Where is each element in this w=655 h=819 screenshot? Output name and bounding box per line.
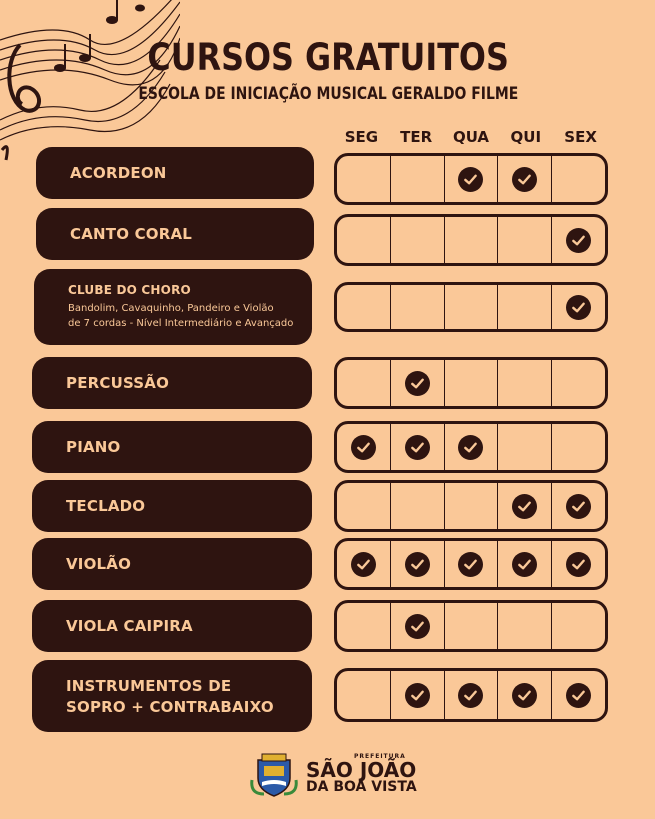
schedule-cell-seg	[337, 217, 390, 263]
schedule-cell-qui	[497, 541, 551, 587]
check-icon	[566, 494, 591, 519]
schedule-grid	[334, 480, 608, 532]
course-label	[32, 357, 312, 409]
day-qua: QUA	[452, 128, 490, 146]
schedule-grid	[334, 357, 608, 409]
schedule-cell-qui	[497, 217, 551, 263]
course-name: INSTRUMENTOS DE	[66, 676, 232, 695]
schedule-cell-qui	[497, 285, 551, 329]
check-icon	[566, 683, 591, 708]
schedule-cell-qua	[444, 156, 498, 202]
check-icon	[351, 552, 376, 577]
footer-logo	[250, 750, 417, 798]
check-icon	[566, 228, 591, 253]
course-label	[32, 660, 312, 732]
schedule-grid	[334, 421, 608, 473]
day-ter: TER	[400, 128, 433, 146]
schedule-cell-sex	[551, 541, 605, 587]
check-icon	[405, 552, 430, 577]
check-icon	[458, 552, 483, 577]
schedule-cell-seg	[337, 424, 390, 470]
course-name: ACORDEON	[70, 164, 167, 182]
schedule-cell-qui	[497, 156, 551, 202]
schedule-cell-ter	[390, 671, 444, 719]
check-icon	[405, 371, 430, 396]
schedule-cell-qua	[444, 285, 498, 329]
course-label	[32, 600, 312, 652]
schedule-cell-ter	[390, 285, 444, 329]
schedule-cell-seg	[337, 671, 390, 719]
schedule-cell-seg	[337, 156, 390, 202]
schedule-cell-seg	[337, 541, 390, 587]
schedule-cell-qua	[444, 483, 498, 529]
schedule-cell-seg	[337, 285, 390, 329]
schedule-cell-qui	[497, 671, 551, 719]
course-label	[36, 147, 314, 199]
check-icon	[566, 552, 591, 577]
schedule-cell-ter	[390, 541, 444, 587]
course-name: CLUBE DO CHORO	[68, 283, 191, 297]
page-title: CURSOS GRATUITOS	[147, 36, 509, 79]
course-label	[32, 421, 312, 473]
schedule-cell-ter	[390, 156, 444, 202]
check-icon	[512, 683, 537, 708]
course-name: VIOLÃO	[66, 555, 132, 573]
schedule-cell-sex	[551, 671, 605, 719]
check-icon	[458, 683, 483, 708]
schedule-grid	[334, 668, 608, 722]
footer-line2: DA BOA VISTA	[306, 779, 417, 795]
schedule-cell-qua	[444, 424, 498, 470]
check-icon	[566, 295, 591, 320]
course-name: CANTO CORAL	[70, 225, 193, 243]
course-description-line2: de 7 cordas - Nível Intermediário e Avançado	[68, 318, 294, 329]
course-name-line2: SOPRO + CONTRABAIXO	[66, 697, 274, 716]
day-seg: SEG	[344, 128, 379, 146]
schedule-cell-qui	[497, 424, 551, 470]
page-subtitle: ESCOLA DE INICIAÇÃO MUSICAL GERALDO FILME	[138, 84, 519, 104]
course-name: TECLADO	[66, 497, 146, 515]
schedule-cell-sex	[551, 156, 605, 202]
schedule-grid	[334, 153, 608, 205]
schedule-cell-qua	[444, 217, 498, 263]
schedule-cell-sex	[551, 217, 605, 263]
course-name: VIOLA CAIPIRA	[66, 617, 193, 635]
course-label	[34, 269, 312, 345]
course-description: Bandolim, Cavaquinho, Pandeiro e Violão	[68, 303, 274, 314]
schedule-cell-sex	[551, 483, 605, 529]
schedule-cell-seg	[337, 360, 390, 406]
check-icon	[512, 494, 537, 519]
day-qui: QUI	[510, 128, 542, 146]
day-sex: SEX	[564, 128, 597, 146]
schedule-cell-ter	[390, 603, 444, 649]
footer-prefix: PREFEITURA	[354, 753, 406, 760]
schedule-cell-seg	[337, 603, 390, 649]
city-crest-icon	[250, 750, 298, 798]
course-label	[32, 538, 312, 590]
schedule-cell-seg	[337, 483, 390, 529]
schedule-cell-qui	[497, 483, 551, 529]
schedule-grid	[334, 538, 608, 590]
schedule-cell-qua	[444, 603, 498, 649]
course-name: PIANO	[66, 438, 121, 456]
schedule-cell-sex	[551, 285, 605, 329]
check-icon	[512, 167, 537, 192]
schedule-cell-qui	[497, 360, 551, 406]
check-icon	[405, 435, 430, 460]
check-icon	[458, 167, 483, 192]
check-icon	[405, 614, 430, 639]
schedule-cell-qua	[444, 360, 498, 406]
schedule-grid	[334, 214, 608, 266]
weekday-header	[334, 128, 608, 146]
schedule-cell-ter	[390, 217, 444, 263]
course-label	[32, 480, 312, 532]
check-icon	[458, 435, 483, 460]
schedule-cell-qua	[444, 541, 498, 587]
check-icon	[351, 435, 376, 460]
footer-line1: SÃO JOÃO	[306, 758, 417, 782]
course-label	[36, 208, 314, 260]
schedule-cell-sex	[551, 424, 605, 470]
check-icon	[405, 683, 430, 708]
schedule-cell-qui	[497, 603, 551, 649]
schedule-cell-sex	[551, 603, 605, 649]
schedule-cell-ter	[390, 360, 444, 406]
schedule-cell-ter	[390, 424, 444, 470]
course-name: PERCUSSÃO	[66, 374, 170, 392]
schedule-grid	[334, 600, 608, 652]
schedule-cell-ter	[390, 483, 444, 529]
schedule-grid	[334, 282, 608, 332]
schedule-cell-qua	[444, 671, 498, 719]
check-icon	[512, 552, 537, 577]
schedule-cell-sex	[551, 360, 605, 406]
